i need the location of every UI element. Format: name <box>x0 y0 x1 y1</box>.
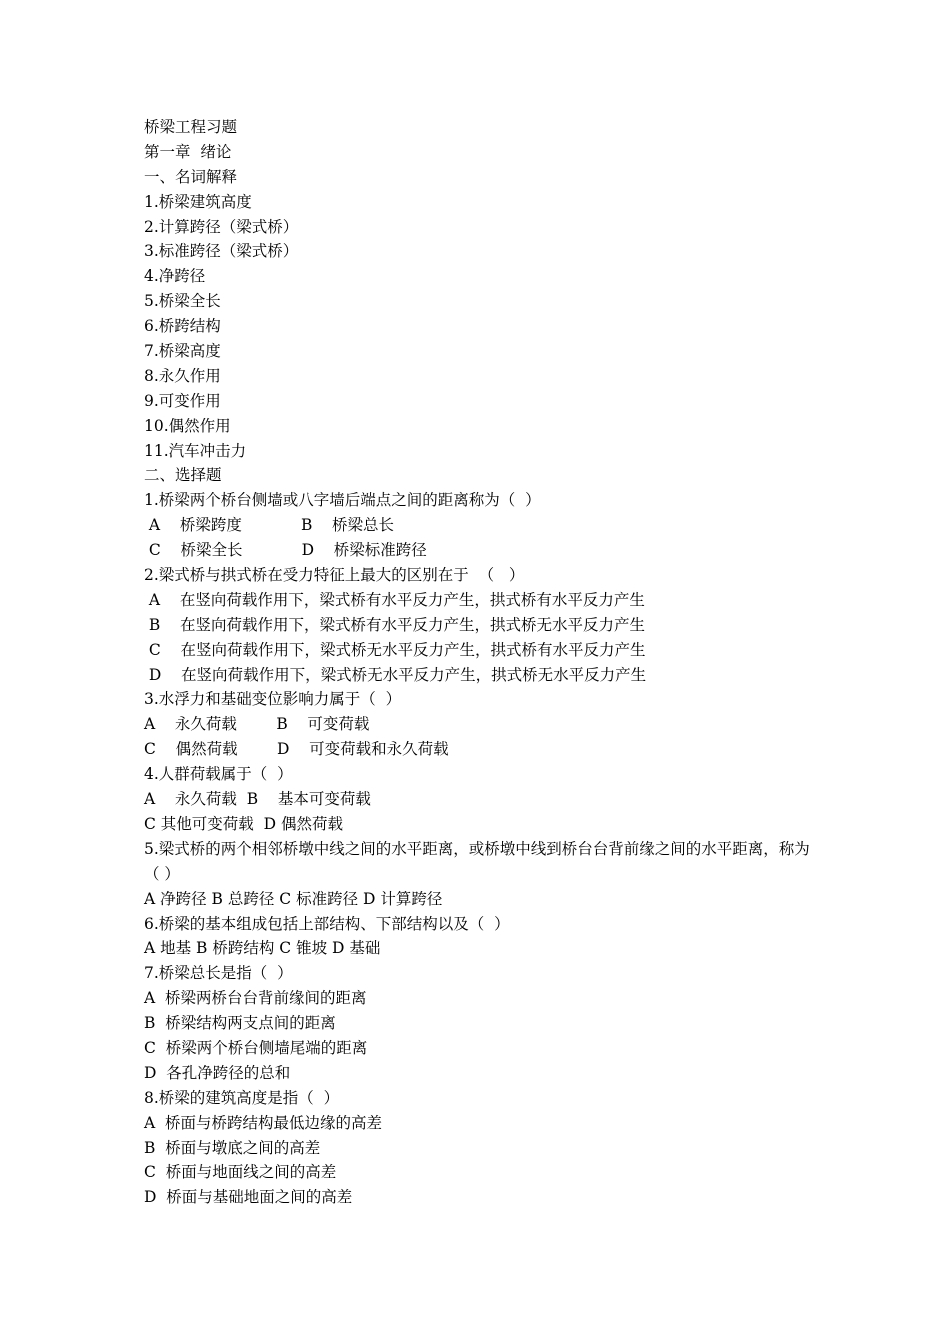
question-line: C 桥面与地面线之间的高差 <box>144 1163 337 1182</box>
document-title: 桥梁工程习题 <box>144 118 238 136</box>
question-line: 3.水浮力和基础变位影响力属于（ ） <box>144 690 402 709</box>
question-line: D 桥面与基础地面之间的高差 <box>144 1188 353 1207</box>
question-line: A 净跨径 B 总跨径 C 标准跨径 D 计算跨径 <box>144 889 443 908</box>
question-line: 7.桥梁总长是指（ ） <box>144 964 293 983</box>
question-line: B 在竖向荷载作用下，梁式桥有水平反力产生，拱式桥无水平反力产生 <box>144 615 646 634</box>
question-line: 2.梁式桥与拱式桥在受力特征上最大的区别在于 （ ） <box>144 566 525 585</box>
question-line: C 桥梁两个桥台侧墙尾端的距离 <box>144 1039 368 1058</box>
term-item: 8.永久作用 <box>144 366 221 385</box>
term-item: 10.偶然作用 <box>144 416 231 435</box>
question-line: A 地基 B 桥跨结构 C 锥坡 D 基础 <box>144 939 381 958</box>
section-heading-terms: 一、名词解释 <box>144 167 238 186</box>
term-item: 2.计算跨径（梁式桥） <box>144 217 299 236</box>
question-line: C 桥梁全长 D 桥梁标准跨径 <box>144 541 427 560</box>
terms-list <box>144 190 814 464</box>
question-line: A 永久荷载 B 基本可变荷载 <box>144 790 371 809</box>
question-line: D 在竖向荷载作用下，梁式桥无水平反力产生，拱式桥无水平反力产生 <box>144 665 647 684</box>
section-heading-choice: 二、选择题 <box>144 466 222 485</box>
term-item: 3.标准跨径（梁式桥） <box>144 242 299 261</box>
question-line: B 桥梁结构两支点间的距离 <box>144 1014 336 1033</box>
question-line: C 在竖向荷载作用下，梁式桥无水平反力产生，拱式桥有水平反力产生 <box>144 640 646 659</box>
term-item: 7.桥梁高度 <box>144 342 221 361</box>
question-line: C 偶然荷载 D 可变荷载和永久荷载 <box>144 740 449 759</box>
chapter-heading: 第一章 绪论 <box>144 142 232 161</box>
question-line: C 其他可变荷载 D 偶然荷载 <box>144 814 343 833</box>
question-line: A 在竖向荷载作用下，梁式桥有水平反力产生，拱式桥有水平反力产生 <box>144 590 645 609</box>
question-line: A 永久荷载 B 可变荷载 <box>144 715 370 734</box>
document-body <box>144 115 814 1210</box>
question-line: 6.桥梁的基本组成包括上部结构、下部结构以及（ ） <box>144 914 510 933</box>
question-line: 5.梁式桥的两个相邻桥墩中线之间的水平距离，或桥墩中线到桥台台背前缘之间的水平距离，称为 （ ） <box>144 839 810 883</box>
question-line: 4.人群荷载属于（ ） <box>144 765 293 784</box>
choice-list <box>144 488 814 1210</box>
question-line: D 各孔净跨径的总和 <box>144 1063 291 1082</box>
term-item: 5.桥梁全长 <box>144 292 221 311</box>
question-line: 8.桥梁的建筑高度是指（ ） <box>144 1088 340 1107</box>
term-item: 1.桥梁建筑高度 <box>144 192 252 211</box>
question-line: A 桥面与桥跨结构最低边缘的高差 <box>144 1113 383 1132</box>
question-line: B 桥面与墩底之间的高差 <box>144 1138 321 1157</box>
term-item: 9.可变作用 <box>144 391 221 410</box>
question-line: A 桥梁跨度 B 桥梁总长 <box>144 516 395 535</box>
term-item: 11.汽车冲击力 <box>144 441 247 460</box>
term-item: 6.桥跨结构 <box>144 317 221 336</box>
term-item: 4.净跨径 <box>144 267 206 286</box>
question-line: 1.桥梁两个桥台侧墙或八字墙后端点之间的距离称为（ ） <box>144 491 541 510</box>
question-line: A 桥梁两桥台台背前缘间的距离 <box>144 989 367 1008</box>
